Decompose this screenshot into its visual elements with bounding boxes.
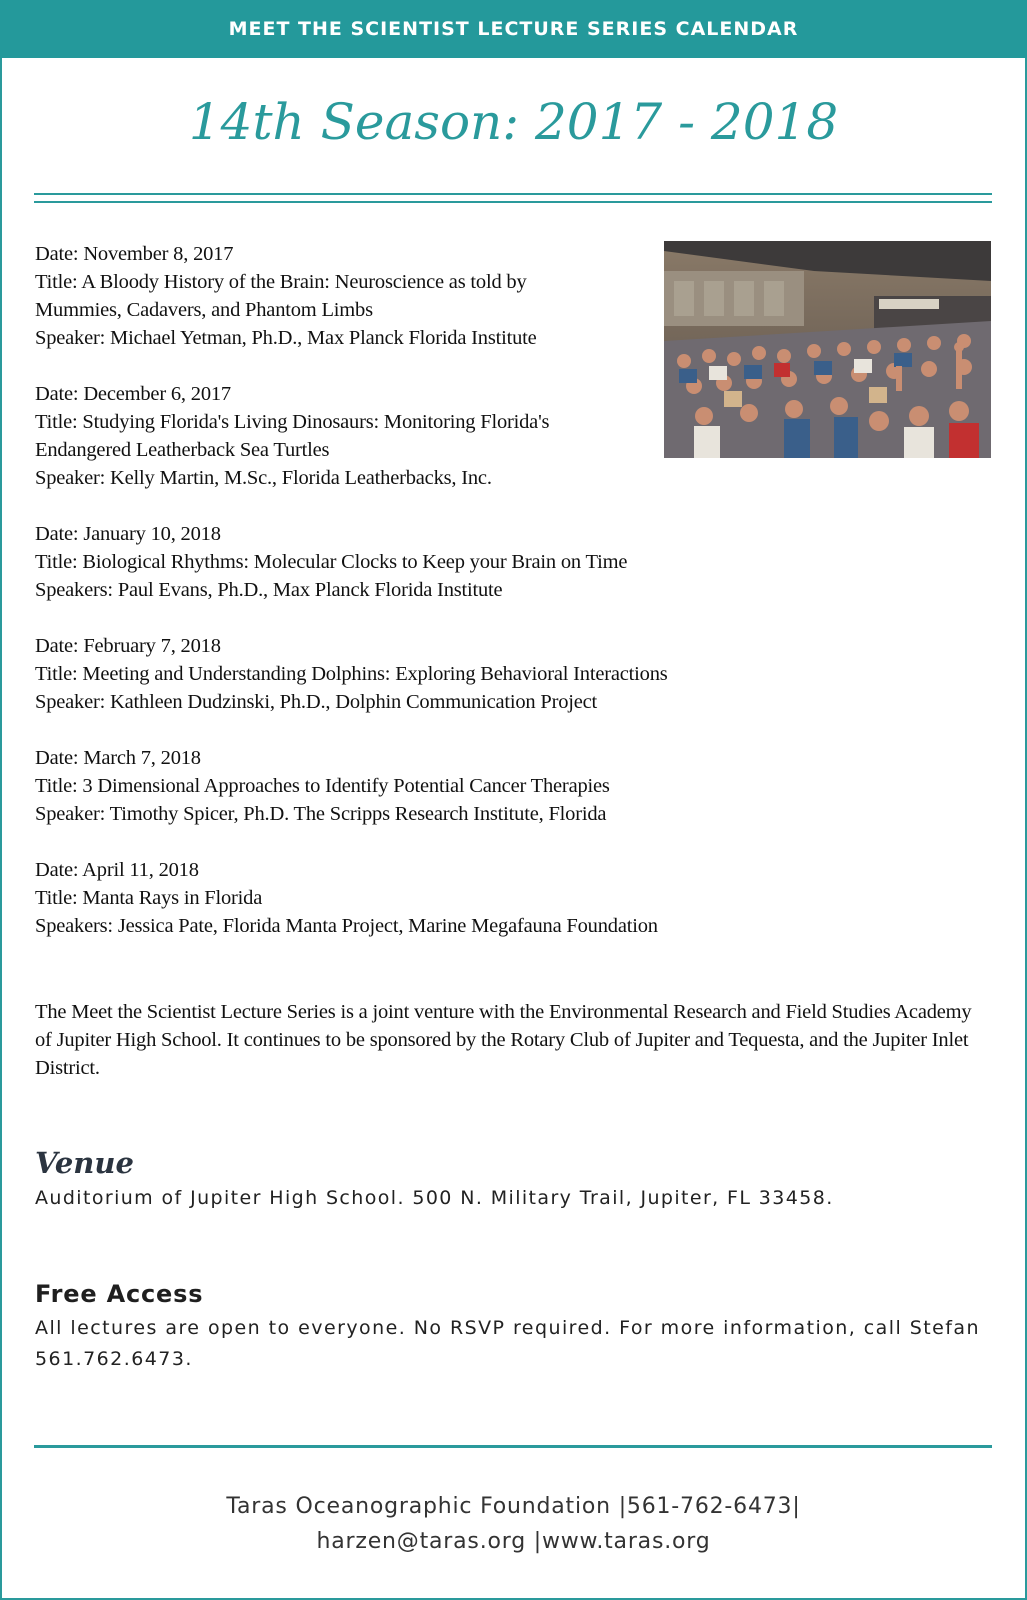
footer-email-website: harzen@taras.org |www.taras.org bbox=[316, 1529, 711, 1554]
lecture-title-continued: Mummies, Cadavers, and Phantom Limbs bbox=[35, 299, 373, 321]
series-banner: MEET THE SCIENTIST LECTURE SERIES CALENDAR bbox=[0, 0, 1027, 58]
lecture-title-continued: Endangered Leatherback Sea Turtles bbox=[35, 439, 330, 461]
lecture-speaker: Speaker: Kelly Martin, M.Sc., Florida Leatherbacks, Inc. bbox=[35, 467, 492, 489]
lecture-title: Title: Meeting and Understanding Dolphins: Exploring Behavioral Interactions bbox=[35, 663, 668, 685]
lecture-entry bbox=[35, 632, 715, 716]
lecture-title: Title: 3 Dimensional Approaches to Identify Potential Cancer Therapies bbox=[35, 775, 610, 797]
lecture-title: Title: Biological Rhythms: Molecular Clocks to Keep your Brain on Time bbox=[35, 551, 628, 573]
lecture-title: Title: A Bloody History of the Brain: Neuroscience as told by bbox=[35, 271, 527, 293]
lecture-date: Date: March 7, 2018 bbox=[35, 747, 201, 769]
lecture-title: Title: Manta Rays in Florida bbox=[35, 887, 263, 909]
lecture-entry bbox=[35, 380, 715, 492]
lecture-speaker: Speakers: Jessica Pate, Florida Manta Project, Marine Megafauna Foundation bbox=[35, 915, 658, 937]
lecture-speaker: Speakers: Paul Evans, Ph.D., Max Planck Florida Institute bbox=[35, 579, 503, 601]
footer-organization-phone: Taras Oceanographic Foundation |561-762-6473| bbox=[226, 1494, 801, 1519]
venue-address: Auditorium of Jupiter High School. 500 N. Military Trail, Jupiter, FL 33458. bbox=[35, 1187, 834, 1209]
lecture-speaker: Speaker: Michael Yetman, Ph.D., Max Planck Florida Institute bbox=[35, 327, 537, 349]
lecture-date: Date: February 7, 2018 bbox=[35, 635, 221, 657]
lecture-date: Date: November 8, 2017 bbox=[35, 243, 234, 265]
lecture-date: Date: January 10, 2018 bbox=[35, 523, 221, 545]
footer-divider bbox=[34, 1445, 992, 1448]
header-divider bbox=[34, 193, 992, 203]
lecture-date: Date: April 11, 2018 bbox=[35, 859, 199, 881]
season-title: 14th Season: 2017 - 2018 bbox=[188, 93, 839, 151]
lecture-entry bbox=[35, 744, 715, 828]
lecture-speaker: Speaker: Timothy Spicer, Ph.D. The Scripps Research Institute, Florida bbox=[35, 803, 607, 825]
lecture-speaker: Speaker: Kathleen Dudzinski, Ph.D., Dolphin Communication Project bbox=[35, 691, 598, 713]
series-description: The Meet the Scientist Lecture Series is a joint venture with the Environmental Research and Field Studies Academy of Jupiter High School. It continues to be sponsored by the Rotary Club of Jupiter and Tequesta, and the Jupiter Inlet District. bbox=[35, 1001, 972, 1079]
free-access-heading: Free Access bbox=[35, 1280, 204, 1308]
venue-heading: Venue bbox=[35, 1146, 134, 1180]
lecture-entry bbox=[35, 856, 715, 940]
lecture-title: Title: Studying Florida's Living Dinosaurs: Monitoring Florida's bbox=[35, 411, 550, 433]
lecture-entry bbox=[35, 520, 715, 604]
lecture-schedule bbox=[35, 240, 715, 968]
lecture-date: Date: December 6, 2017 bbox=[35, 383, 231, 405]
footer-contact bbox=[0, 1489, 1027, 1559]
lecture-entry bbox=[35, 240, 715, 352]
free-access-text: All lectures are open to everyone. No RSVP required. For more information, call Stefan 561.762.6473. bbox=[35, 1317, 980, 1370]
